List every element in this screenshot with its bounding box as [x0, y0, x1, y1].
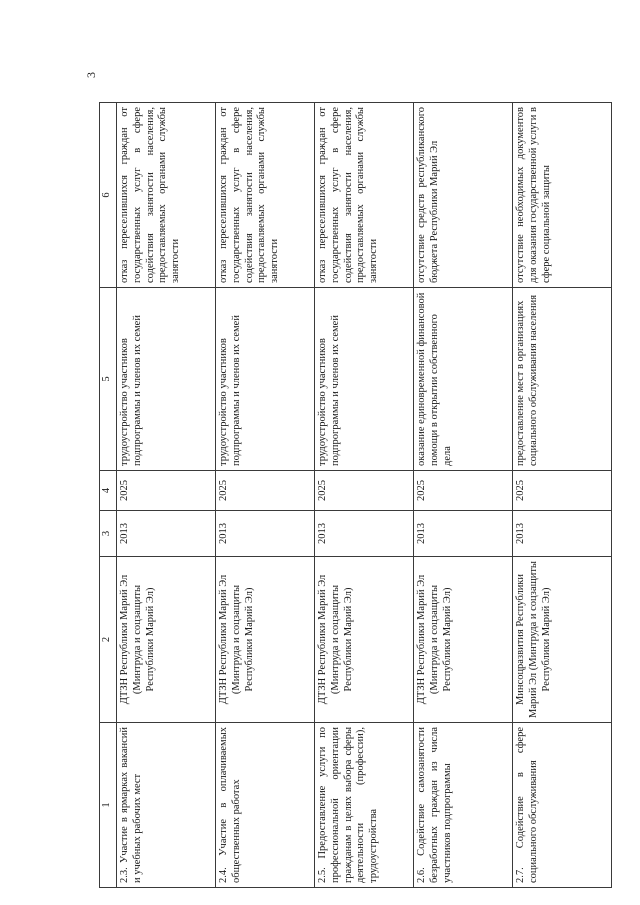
end-year-cell: 2025 [216, 471, 315, 511]
start-year-cell: 2013 [315, 511, 414, 557]
executor-cell: ДТЗН Республики Марий Эл (Минтруда и соцзащиты Республики Марий Эл) [117, 557, 216, 723]
result-cell: предоставление мест в организациях социального обслуживания населения [513, 288, 612, 471]
result-cell: трудоустройство участников подпрограммы и членов их семей [216, 288, 315, 471]
result-cell: трудоустройство участников подпрограммы и членов их семей [315, 288, 414, 471]
executor-cell: ДТЗН Республики Марий Эл (Минтруда и соцзащиты Республики Марий Эл) [315, 557, 414, 723]
table-row [216, 103, 315, 888]
end-year-cell: 2025 [414, 471, 513, 511]
measure-cell: 2.7. Содействие в сфере социального обслуживания [513, 723, 612, 888]
column-header-6: 6 [100, 103, 117, 288]
table-row [513, 103, 612, 888]
executor-cell: Минсоцразвития Республики Марий Эл (Минтруда и соцзащиты Республики Марий Эл) [513, 557, 612, 723]
column-header-2: 2 [100, 557, 117, 723]
end-year-cell: 2025 [117, 471, 216, 511]
start-year-cell: 2013 [513, 511, 612, 557]
table-row [414, 103, 513, 888]
consequence-cell: отказ переселившихся граждан от государственных услуг в сфере содействия занятости населения, предоставляемых органами службы занятости [117, 103, 216, 288]
column-header-3: 3 [100, 511, 117, 557]
end-year-cell: 2025 [315, 471, 414, 511]
column-header-4: 4 [100, 471, 117, 511]
column-header-5: 5 [100, 288, 117, 471]
result-cell: трудоустройство участников подпрограммы и членов их семей [117, 288, 216, 471]
measures-table [99, 102, 612, 888]
consequence-cell: отказ переселившихся граждан от государственных услуг в сфере содействия занятости населения, предоставляемых органами службы занятости [216, 103, 315, 288]
consequence-cell: отказ переселившихся граждан от государственных услуг в сфере содействия занятости населения, предоставляемых органами службы занятости [315, 103, 414, 288]
measure-cell: 2.6. Содействие самозанятости безработных граждан из числа участников подпрограммы [414, 723, 513, 888]
column-header-1: 1 [100, 723, 117, 888]
table-row [315, 103, 414, 888]
end-year-cell: 2025 [513, 471, 612, 511]
measure-cell: 2.4. Участие в оплачиваемых общественных работах [216, 723, 315, 888]
table-header-row [100, 103, 117, 888]
consequence-cell: отсутствие необходимых документов для оказания государственной услуги в сфере социальной защиты [513, 103, 612, 288]
consequence-cell: отсутствие средств республиканского бюджета Республики Марий Эл [414, 103, 513, 288]
table-row [117, 103, 216, 888]
executor-cell: ДТЗН Республики Марий Эл (Минтруда и соцзащиты Республики Марий Эл) [216, 557, 315, 723]
start-year-cell: 2013 [117, 511, 216, 557]
result-cell: оказание единовременной финансовой помощи в открытии собственного дела [414, 288, 513, 471]
rotated-table-container [99, 103, 639, 888]
measure-cell: 2.5. Предоставление услуги по профессиональной ориентации гражданам в целях выбора сферы деятельности (профессии), трудоустройства [315, 723, 414, 888]
page-number: 3 [84, 72, 98, 78]
start-year-cell: 2013 [414, 511, 513, 557]
start-year-cell: 2013 [216, 511, 315, 557]
measure-cell: 2.3. Участие в ярмарках вакансий и учебных рабочих мест [117, 723, 216, 888]
executor-cell: ДТЗН Республики Марий Эл (Минтруда и соцзащиты Республики Марий Эл) [414, 557, 513, 723]
